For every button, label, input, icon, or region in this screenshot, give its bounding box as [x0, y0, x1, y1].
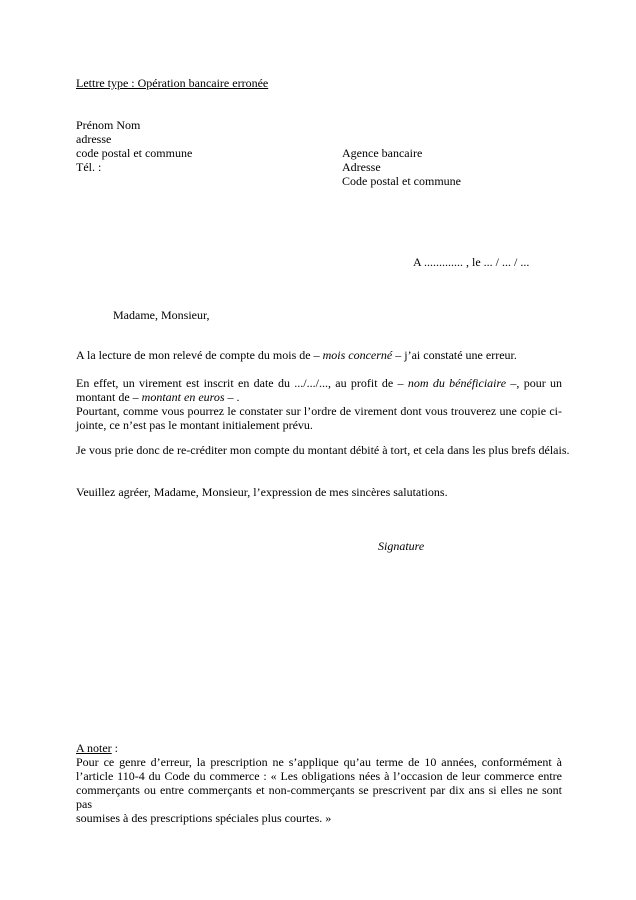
paragraph2-line1-placeholder: nom du bénéficiaire [407, 376, 507, 390]
paragraph1-placeholder: mois concerné [322, 348, 393, 362]
paragraph2-line3: Pourtant, comme vous pourrez le constater sur l’ordre de virement dont vous trouverez une copie ci- [76, 404, 562, 418]
note-block [76, 741, 562, 825]
paragraph2-line2-after: – . [224, 390, 240, 404]
sender-block [76, 118, 192, 174]
note-line: Pour ce genre d’erreur, la prescription ne s’applique qu’au terme de 10 années, conformément à [76, 755, 562, 769]
paragraph2-line1-after: –, pour un [506, 376, 563, 390]
paragraph-error-notice [76, 348, 517, 362]
paragraph2-line2-before: montant de – [76, 390, 142, 404]
sender-phone: Tél. : [76, 160, 102, 174]
sender-address: adresse [76, 132, 112, 146]
salutation: Madame, Monsieur, [113, 308, 210, 322]
recipient-block [342, 146, 461, 188]
note-line: l’article 110-4 du Code du commerce : « Les obligations nées à l’occasion de leur commerce entre [76, 769, 562, 783]
recipient-address: Adresse [342, 160, 381, 174]
paragraph1-before: A la lecture de mon relevé de compte du mois de – [76, 348, 323, 362]
note-heading [76, 741, 562, 755]
sender-postal-city: code postal et commune [76, 146, 193, 160]
paragraph2-line1 [76, 376, 562, 390]
recipient-postal-city: Code postal et commune [342, 174, 461, 188]
sender-name: Prénom Nom [76, 118, 141, 132]
paragraph-recredit-request: Je vous prie donc de re-créditer mon compte du montant débité à tort, et cela dans les plus brefs délais. [76, 443, 570, 457]
note-heading-suffix: : [111, 741, 119, 755]
letter-title-text: Lettre type : Opération bancaire erronée [76, 76, 269, 90]
note-heading-text: A noter [76, 741, 112, 755]
note-line: commerçants ou entre commerçants et non-commerçants se prescrivent par dix ans si elles ne sont pas [76, 783, 562, 811]
signature-placeholder: Signature [378, 539, 425, 553]
paragraph2-line1-before: En effet, un virement est inscrit en date du .../.../..., au profit de – [76, 376, 408, 390]
paragraph2-line2 [76, 390, 562, 404]
note-line: soumises à des prescriptions spéciales plus courtes. » [76, 811, 332, 825]
closing-formula: Veuillez agréer, Madame, Monsieur, l’expression de mes sincères salutations. [76, 485, 448, 499]
letter-title [76, 76, 268, 90]
paragraph1-after: – j’ai constaté une erreur. [392, 348, 517, 362]
recipient-name: Agence bancaire [342, 146, 423, 160]
place-date: A ............. , le ... / ... / ... [413, 255, 530, 269]
paragraph-transfer-details [76, 376, 562, 432]
paragraph2-line2-placeholder: montant en euros [141, 390, 225, 404]
paragraph2-line4: jointe, ce n’est pas le montant initialement prévu. [76, 418, 313, 432]
